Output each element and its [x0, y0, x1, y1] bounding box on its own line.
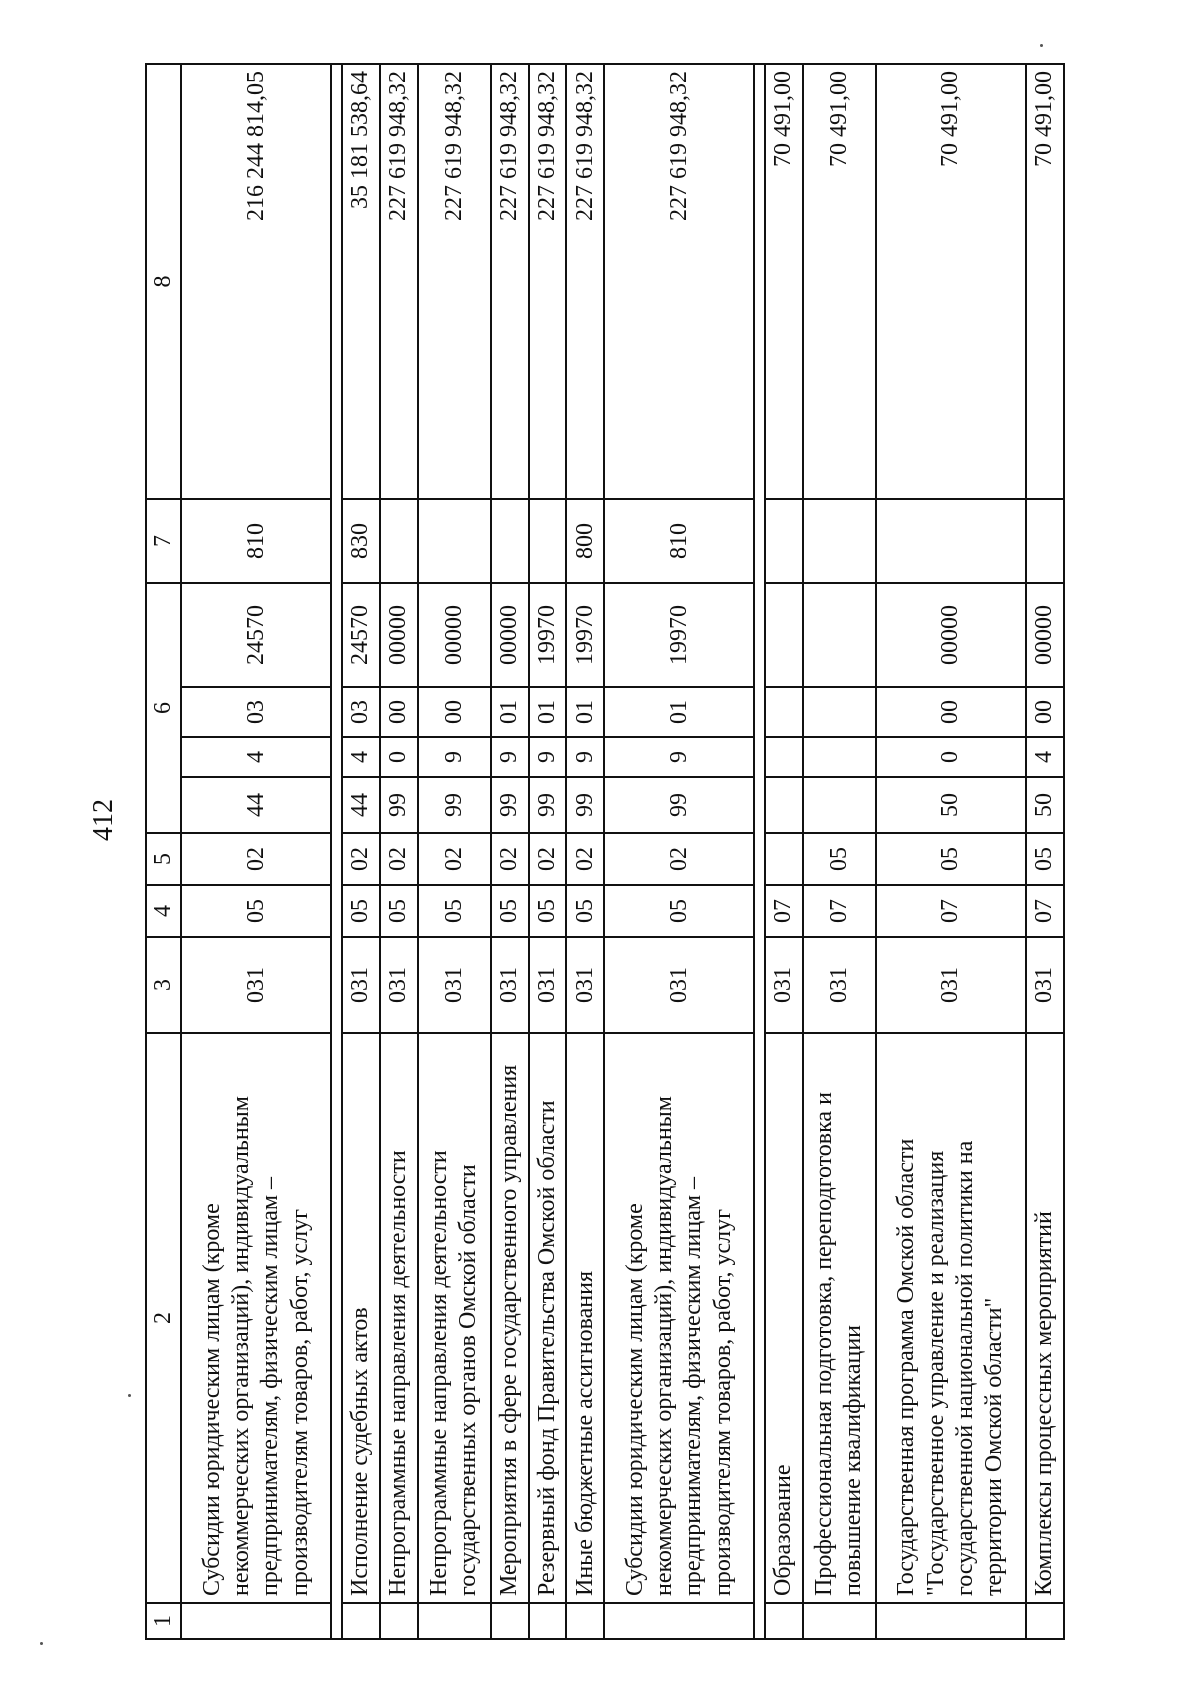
cell-c2: Иные бюджетные ассигнования — [566, 1033, 604, 1603]
cell-c6b: 0 — [876, 737, 1026, 777]
cell-c6d: 00000 — [418, 583, 491, 687]
cell-c3: 031 — [342, 937, 380, 1033]
cell-c6a: 99 — [380, 777, 418, 833]
cell-c8: 70 491,00 — [1026, 64, 1064, 499]
cell-c6d: 00000 — [876, 583, 1026, 687]
cell-c2: Образование — [765, 1033, 803, 1603]
cell-c1 — [491, 1603, 529, 1639]
rotated-table-wrapper — [145, 65, 1065, 1640]
cell-c6d — [765, 583, 803, 687]
cell-c6c: 00 — [418, 687, 491, 737]
cell-c1 — [1026, 1603, 1064, 1639]
cell-c1 — [380, 1603, 418, 1639]
cell-c6a: 44 — [342, 777, 380, 833]
cell-c6a — [765, 777, 803, 833]
cell-c2: Субсидии юридическим лицам (кроме некоммерческих организаций), индивидуальным предпринимателям, физическим лицам – производителям товаров, работ, услуг — [604, 1033, 754, 1603]
cell-c6a: 50 — [876, 777, 1026, 833]
cell-c6c: 01 — [529, 687, 567, 737]
cell-c3: 031 — [803, 937, 876, 1033]
cell-c6d: 24570 — [181, 583, 331, 687]
cell-c3: 031 — [418, 937, 491, 1033]
cell-c6c — [803, 687, 876, 737]
cell-c6c: 01 — [566, 687, 604, 737]
cell-c7 — [803, 499, 876, 583]
cell-c6a: 99 — [604, 777, 754, 833]
cell-c6b: 0 — [380, 737, 418, 777]
cell-c6d: 19970 — [604, 583, 754, 687]
cell-c6a: 44 — [181, 777, 331, 833]
cell-c6a — [803, 777, 876, 833]
cell-c8: 227 619 948,32 — [380, 64, 418, 499]
cell-c3: 031 — [529, 937, 567, 1033]
cell-c6c: 03 — [181, 687, 331, 737]
cell-c1 — [876, 1603, 1026, 1639]
cell-c4: 05 — [566, 885, 604, 937]
table-row — [342, 64, 380, 1639]
cell-c2: Субсидии юридическим лицам (кроме некоммерческих организаций), индивидуальным предпринимателям, физическим лицам – производителям товаров, работ, услуг — [181, 1033, 331, 1603]
cell-c6d: 19970 — [566, 583, 604, 687]
cell-c6b — [765, 737, 803, 777]
cell-c4: 05 — [491, 885, 529, 937]
cell-c8: 70 491,00 — [765, 64, 803, 499]
table-row — [803, 64, 876, 1639]
table-row — [491, 64, 529, 1639]
cell-c4: 07 — [765, 885, 803, 937]
cell-c2: Профессиональная подготовка, переподготовка и повышение квалификации — [803, 1033, 876, 1603]
table-row — [1026, 64, 1064, 1639]
cell-c6a: 99 — [491, 777, 529, 833]
cell-c5: 05 — [1026, 833, 1064, 885]
cell-c2: Исполнение судебных актов — [342, 1033, 380, 1603]
table-row — [604, 64, 754, 1639]
cell-c3: 031 — [566, 937, 604, 1033]
gap-cell — [331, 64, 342, 1639]
cell-c5: 02 — [342, 833, 380, 885]
cell-c6b: 9 — [529, 737, 567, 777]
cell-c6d — [803, 583, 876, 687]
cell-c5: 05 — [876, 833, 1026, 885]
cell-c2: Резервный фонд Правительства Омской области — [529, 1033, 567, 1603]
cell-c1 — [181, 1603, 331, 1639]
cell-c8: 227 619 948,32 — [491, 64, 529, 499]
cell-c8: 35 181 538,64 — [342, 64, 380, 499]
cell-c2: Непрограммные направления деятельности государственных органов Омской области — [418, 1033, 491, 1603]
cell-c4: 05 — [380, 885, 418, 937]
cell-c6b: 4 — [342, 737, 380, 777]
cell-c6c: 01 — [604, 687, 754, 737]
cell-c6d: 24570 — [342, 583, 380, 687]
cell-c6d: 00000 — [1026, 583, 1064, 687]
header-cell: 4 — [146, 885, 181, 937]
cell-c7 — [1026, 499, 1064, 583]
header-cell: 2 — [146, 1033, 181, 1603]
cell-c7 — [876, 499, 1026, 583]
cell-c4: 05 — [181, 885, 331, 937]
cell-c3: 031 — [604, 937, 754, 1033]
cell-c2: Непрограммные направления деятельности — [380, 1033, 418, 1603]
cell-c2: Мероприятия в сфере государственного управления — [491, 1033, 529, 1603]
cell-c8: 227 619 948,32 — [529, 64, 567, 499]
cell-c6b: 9 — [566, 737, 604, 777]
cell-c5: 02 — [604, 833, 754, 885]
cell-c1 — [566, 1603, 604, 1639]
cell-c5: 02 — [566, 833, 604, 885]
cell-c8: 70 491,00 — [803, 64, 876, 499]
cell-c5: 02 — [380, 833, 418, 885]
cell-c3: 031 — [765, 937, 803, 1033]
cell-c7 — [418, 499, 491, 583]
cell-c7: 810 — [604, 499, 754, 583]
table-row — [380, 64, 418, 1639]
cell-c6c — [765, 687, 803, 737]
table-row — [529, 64, 567, 1639]
header-cell: 6 — [146, 583, 181, 833]
table-row — [876, 64, 1026, 1639]
cell-c6a: 99 — [529, 777, 567, 833]
cell-c6b: 4 — [181, 737, 331, 777]
cell-c5: 02 — [529, 833, 567, 885]
cell-c3: 031 — [380, 937, 418, 1033]
cell-c7: 810 — [181, 499, 331, 583]
cell-c6b — [803, 737, 876, 777]
cell-c5: 02 — [491, 833, 529, 885]
cell-c6d: 00000 — [491, 583, 529, 687]
cell-c6d: 19970 — [529, 583, 567, 687]
budget-table — [145, 63, 1065, 1640]
page-number: 412 — [88, 799, 119, 841]
scan-speck — [128, 1394, 131, 1397]
cell-c8: 70 491,00 — [876, 64, 1026, 499]
cell-c4: 05 — [604, 885, 754, 937]
cell-c7: 830 — [342, 499, 380, 583]
cell-c8: 227 619 948,32 — [604, 64, 754, 499]
cell-c3: 031 — [1026, 937, 1064, 1033]
cell-c6c: 00 — [380, 687, 418, 737]
cell-c7 — [765, 499, 803, 583]
cell-c4: 05 — [342, 885, 380, 937]
header-cell: 7 — [146, 499, 181, 583]
cell-c2: Комплексы процессных мероприятий — [1026, 1033, 1064, 1603]
cell-c4: 05 — [418, 885, 491, 937]
cell-c7: 800 — [566, 499, 604, 583]
cell-c5: 02 — [418, 833, 491, 885]
scan-speck — [1040, 44, 1043, 47]
scan-speck — [40, 1642, 43, 1645]
cell-c5: 05 — [803, 833, 876, 885]
header-cell: 8 — [146, 64, 181, 499]
table-row — [181, 64, 331, 1639]
cell-c6a: 99 — [566, 777, 604, 833]
row-gap — [331, 64, 342, 1639]
cell-c8: 216 244 814,05 — [181, 64, 331, 499]
header-row — [146, 64, 181, 1639]
cell-c1 — [604, 1603, 754, 1639]
cell-c6c: 00 — [1026, 687, 1064, 737]
cell-c3: 031 — [181, 937, 331, 1033]
cell-c6c: 01 — [491, 687, 529, 737]
cell-c1 — [765, 1603, 803, 1639]
cell-c5: 02 — [181, 833, 331, 885]
cell-c5 — [765, 833, 803, 885]
gap-cell — [754, 64, 765, 1639]
cell-c6c: 00 — [876, 687, 1026, 737]
cell-c6a: 99 — [418, 777, 491, 833]
cell-c4: 07 — [876, 885, 1026, 937]
header-cell: 5 — [146, 833, 181, 885]
cell-c4: 07 — [803, 885, 876, 937]
cell-c6b: 9 — [491, 737, 529, 777]
cell-c3: 031 — [876, 937, 1026, 1033]
table-row — [765, 64, 803, 1639]
cell-c6a: 50 — [1026, 777, 1064, 833]
cell-c1 — [529, 1603, 567, 1639]
cell-c8: 227 619 948,32 — [418, 64, 491, 499]
cell-c4: 07 — [1026, 885, 1064, 937]
cell-c1 — [418, 1603, 491, 1639]
cell-c8: 227 619 948,32 — [566, 64, 604, 499]
cell-c6b: 4 — [1026, 737, 1064, 777]
cell-c6d: 00000 — [380, 583, 418, 687]
cell-c7 — [491, 499, 529, 583]
cell-c3: 031 — [491, 937, 529, 1033]
table-row — [418, 64, 491, 1639]
cell-c1 — [803, 1603, 876, 1639]
cell-c1 — [342, 1603, 380, 1639]
cell-c6b: 9 — [418, 737, 491, 777]
cell-c7 — [380, 499, 418, 583]
header-cell: 3 — [146, 937, 181, 1033]
cell-c6c: 03 — [342, 687, 380, 737]
table-row — [566, 64, 604, 1639]
cell-c2: Государственная программа Омской области "Государственное управление и реализация государственной национальной политики на территории Омской области" — [876, 1033, 1026, 1603]
row-gap — [754, 64, 765, 1639]
cell-c7 — [529, 499, 567, 583]
cell-c6b: 9 — [604, 737, 754, 777]
header-cell: 1 — [146, 1603, 181, 1639]
cell-c4: 05 — [529, 885, 567, 937]
